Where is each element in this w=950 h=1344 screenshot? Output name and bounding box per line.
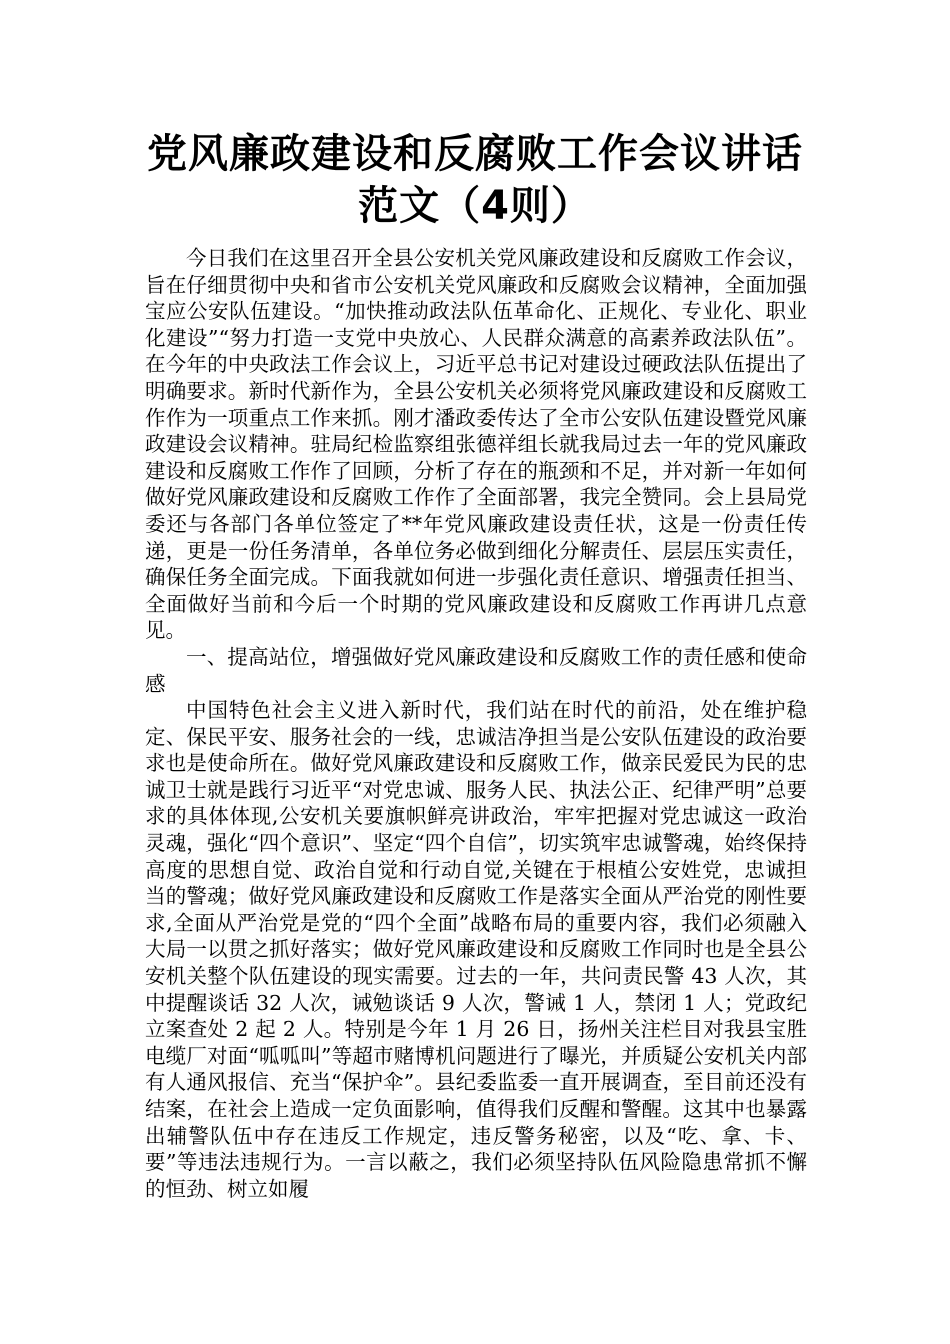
document-title: 党风廉政建设和反腐败工作会议讲话范文（4则）: [147, 131, 803, 229]
document-body: [145, 245, 807, 1202]
paragraph-intro: 今日我们在这里召开全县公安机关党风廉政建设和反腐败工作会议，旨在仔细贯彻中央和省市公安机关党风廉政和反腐败会议精神，全面加强宝应公安队伍建设。“加快推动政法队伍革命化、正规化、专业化、职业化建设”“努力打造一支党中央放心、人民群众满意的高素养政法队伍”。在今年的中央政法工作会议上，习近平总书记对建设过硬政法队伍提出了明确要求。新时代新作为，全县公安机关必须将党风廉政建设和反腐败工作作为一项重点工作来抓。刚才潘政委传达了全市公安队伍建设暨党风廉政建设会议精神。驻局纪检监察组张德祥组长就我局过去一年的党风廉政建设和反腐败工作作了回顾，分析了存在的瓶颈和不足，并对新一年如何做好党风廉政建设和反腐败工作作了全面部署，我完全赞同。会上县局党委还与各部门各单位签定了**年党风廉政建设责任状，这是一份责任传递，更是一份任务清单，各单位务必做到细化分解责任、层层压实责任，确保任务全面完成。下面我就如何进一步强化责任意识、增强责任担当、全面做好当前和今后一个时期的党风廉政建设和反腐败工作再讲几点意见。: [145, 246, 807, 643]
section-heading-1: 一、提高站位，增强做好党风廉政建设和反腐败工作的责任感和使命感: [145, 644, 807, 696]
paragraph-section-1: 中国特色社会主义进入新时代，我们站在时代的前沿，处在维护稳定、保民平安、服务社会的一线，忠诚洁净担当是公安队伍建设的政治要求也是使命所在。做好党风廉政建设和反腐败工作，做亲民爱民为民的忠诚卫士就是践行习近平“对党忠诚、服务人民、执法公正、纪律严明”总要求的具体体现,公安机关要旗帜鲜亮讲政治，牢牢把握对党忠诚这一政治灵魂，强化“四个意识”、坚定“四个自信”，切实筑牢忠诚警魂，始终保持高度的思想自觉、政治自觉和行动自觉,关键在于根植公安姓党，忠诚担当的警魂；做好党风廉政建设和反腐败工作是落实全面从严治党的刚性要求,全面从严治党是党的“四个全面”战略布局的重要内容，我们必须融入大局一以贯之抓好落实；做好党风廉政建设和反腐败工作同时也是全县公安机关整个队伍建设的现实需要。过去的一年，共问责民警 43 人次，其中提醒谈话 32 人次，诫勉谈话 9 人次，警诫 1 人，禁闭 1 人；党政纪立案查处 2 起 2 人。特别是今年 1 月 26 日，扬州关注栏目对我县宝胜电缆厂对面“呱呱叫”等超市赌博机问题进行了曝光，并质疑公安机关内部有人通风报信、充当“保护伞”。县纪委监委一直开展调查，至目前还没有结案，在社会上造成一定负面影响，值得我们反醒和警醒。这其中也暴露出辅警队伍中存在违反工作规定，违反警务秘密，以及“吃、拿、卡、要”等违法违规行为。一言以蔽之，我们必须坚持队伍风险隐患常抓不懈的恒劲、树立如履: [145, 698, 807, 1201]
